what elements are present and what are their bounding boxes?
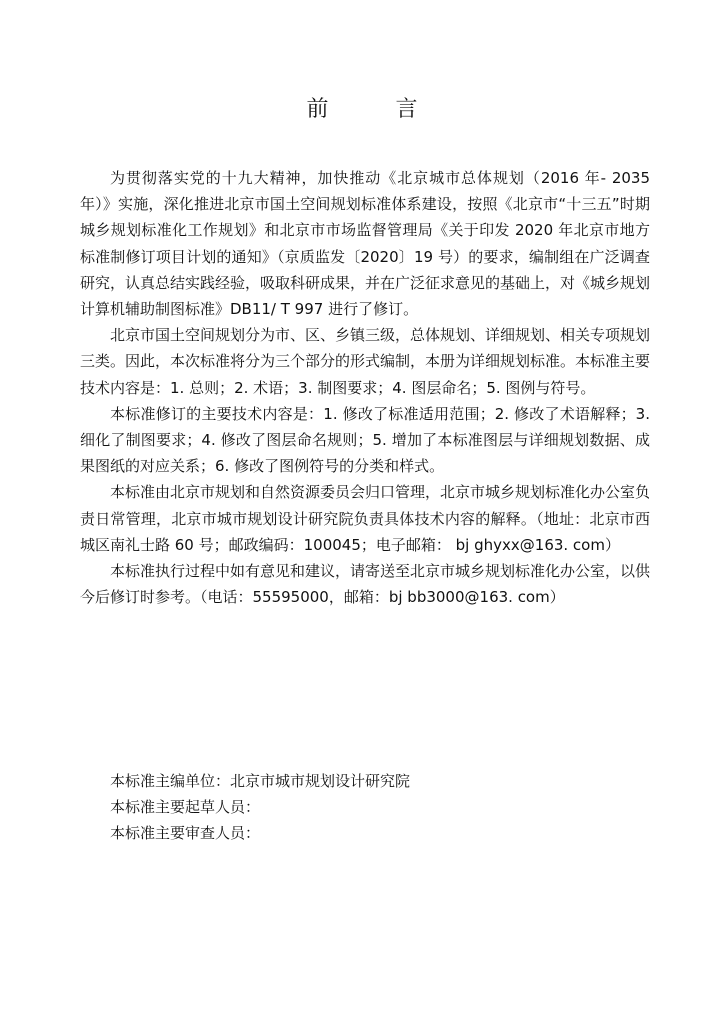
paragraph-management: 本标准由北京市规划和自然资源委员会归口管理，北京市城乡规划标准化办公室负责日常管理，北京市城市规划设计研究院负责具体技术内容的解释。（地址：北京市西城区南礼士路 60 号；邮政编码：100045；电子邮箱： bj ghyxx@163. com）: [80, 483, 651, 554]
paragraph-revisions: 本标准修订的主要技术内容是：1. 修改了标准适用范围；2. 修改了术语解释；3. 细化了制图要求；4. 修改了图层命名规则；5. 增加了本标准图层与详细规划数据、成果图纸的对应关系；6. 修改了图例符号的分类和样式。: [80, 404, 650, 476]
paragraph-background: 为贯彻落实党的十九大精神，加快推动《北京城市总体规划（2016 年- 2035 年）》实施，深化推进北京市国土空间规划标准体系建设，按照《北京市“十三五”时期城乡规划标准化工作规划》和北京市市场监督管理局《关于印发 2020 年北京市地方标准制修订项目计划的通知》（京质监发〔2020〕19 号）的要求，编制组在广泛调查研究，认真总结实践经验，吸取科研成果，并在广泛征求意见的基础上，对《城乡规划计算机辅助制图标准》DB11/ T 997 进行了修订。: [80, 169, 651, 319]
credit-drafters: 本标准主要起草人员：: [110, 798, 261, 817]
credits-block: [80, 768, 650, 847]
paragraph-feedback: 本标准执行过程中如有意见和建议，请寄送至北京市城乡规划标准化办公室，以供今后修订时参考。（电话：55595000，邮箱：bj bb3000@163. com）: [80, 562, 651, 607]
credit-reviewers: 本标准主要审查人员：: [110, 824, 261, 843]
preface-title: 前 言: [306, 97, 448, 122]
credit-chief-editor: 本标准主编单位：北京市城市规划设计研究院: [110, 772, 411, 790]
paragraph-structure: 北京市国土空间规划分为市、区、乡镇三级，总体规划、详细规划、相关专项规划三类。因此，本次标准将分为三个部分的形式编制，本册为详细规划标准。本标准主要技术内容是：1. 总则；2. 术语；3. 制图要求；4. 图层命名；5. 图例与符号。: [80, 326, 651, 397]
preface-body: [80, 165, 650, 610]
